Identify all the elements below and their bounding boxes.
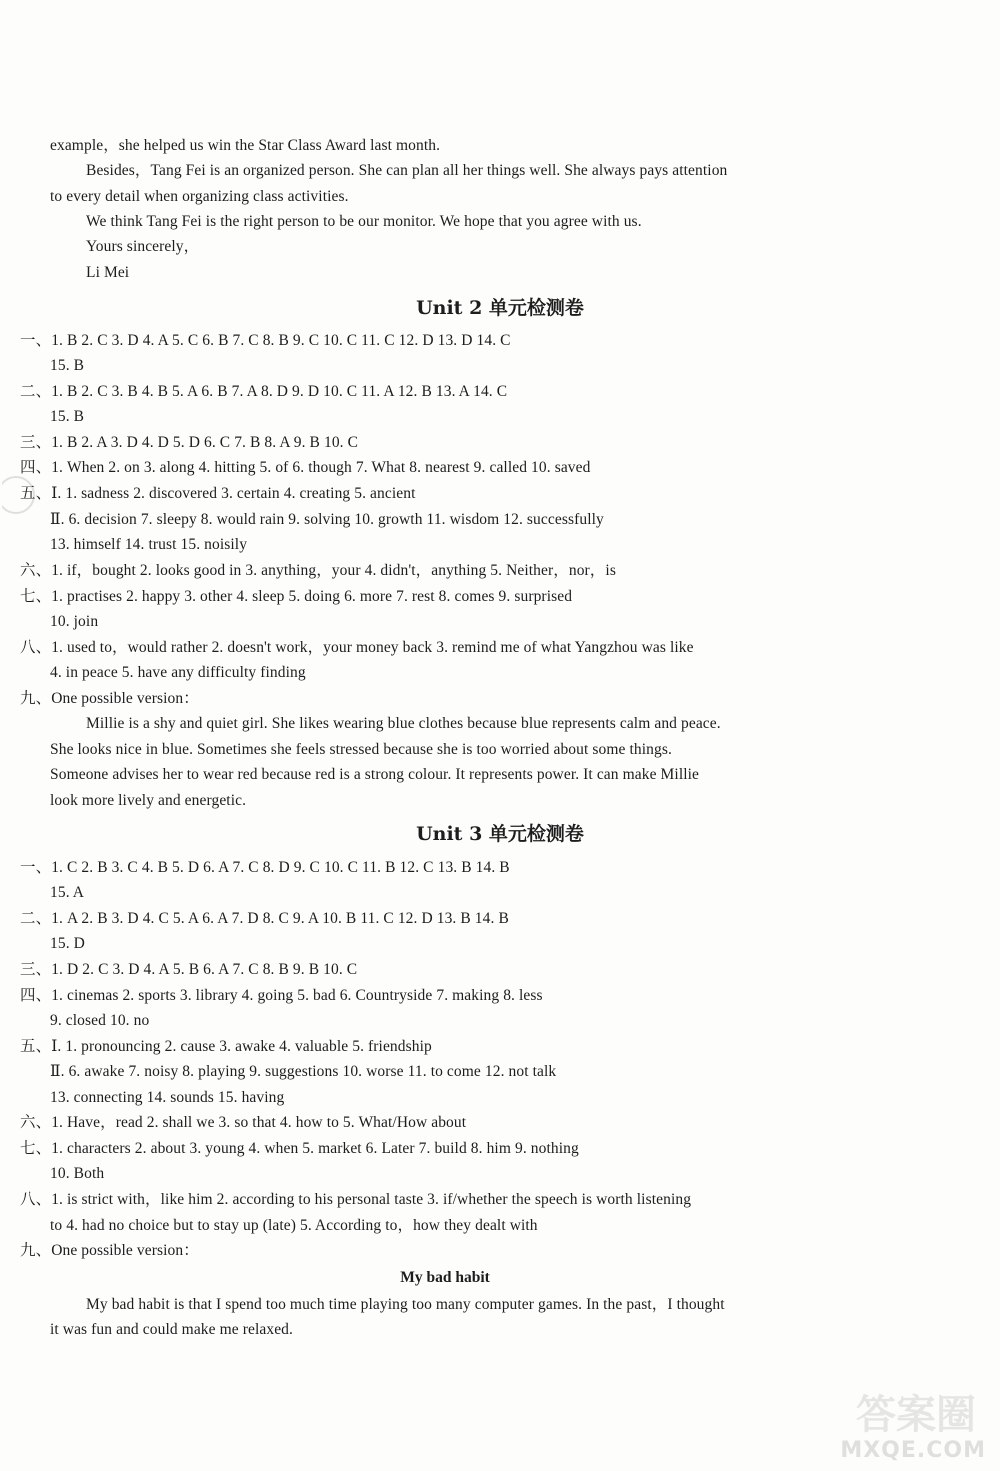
unit3-line: 三、1. D 2. C 3. D 4. A 5. B 6. A 7. C 8. B 9. B 10. C [20, 961, 358, 978]
letter-line-4: We think Tang Fei is the right person to be our monitor. We hope that you agree with us. [86, 213, 642, 230]
unit2-line: 15. B [50, 408, 85, 425]
unit2-line: 15. B [50, 357, 85, 374]
unit3-line: 八、1. is strict with，like him 2. according to his personal taste 3. if/whether the speech is worth listening [20, 1191, 692, 1208]
unit2-line: 七、1. practises 2. happy 3. other 4. sleep 5. doing 6. more 7. rest 8. comes 9. surprised [20, 588, 573, 605]
letter-line-3: to every detail when organizing class activities. [50, 188, 349, 205]
unit3-line: Ⅱ. 6. awake 7. noisy 8. playing 9. suggestions 10. worse 11. to come 12. not talk [50, 1063, 557, 1080]
unit2-line: 八、1. used to，would rather 2. doesn't work，your money back 3. remind me of what Yangzhou was like [20, 639, 694, 656]
unit3-essay-line: My bad habit is that I spend too much time playing too many computer games. In the past，I thought [86, 1296, 725, 1313]
unit2-line: 13. himself 14. trust 15. noisily [50, 536, 248, 553]
unit2-line: 二、1. B 2. C 3. B 4. B 5. A 6. B 7. A 8. D 9. D 10. C 11. A 12. B 13. A 14. C [20, 383, 508, 400]
unit2-essay-line: look more lively and energetic. [50, 792, 247, 809]
unit2-line: 四、1. When 2. on 3. along 4. hitting 5. of 6. though 7. What 8. nearest 9. called 10. saved [20, 459, 591, 476]
unit3-title: Unit 3 单元检测卷 [416, 823, 584, 845]
unit2-line: 九、One possible version： [20, 690, 199, 707]
unit2-line: 五、Ⅰ. 1. sadness 2. discovered 3. certain 4. creating 5. ancient [20, 485, 416, 502]
unit3-line: 九、One possible version： [20, 1242, 199, 1259]
unit3-line: 四、1. cinemas 2. sports 3. library 4. going 5. bad 6. Countryside 7. making 8. less [20, 987, 543, 1004]
unit3-line: 五、Ⅰ. 1. pronouncing 2. cause 3. awake 4. valuable 5. friendship [20, 1038, 432, 1055]
letter-closing: Yours sincerely， [86, 238, 200, 255]
letter-signature: Li Mei [86, 264, 130, 281]
site-watermark [786, 1383, 986, 1463]
unit2-essay-line: She looks nice in blue. Sometimes she feels stressed because she is too worried about some things. [50, 741, 672, 758]
watermark-url: MXQE.COM [840, 1438, 986, 1463]
unit2-line: 三、1. B 2. A 3. D 4. D 5. D 6. C 7. B 8. A 9. B 10. C [20, 434, 359, 451]
unit3-line: 15. D [50, 935, 85, 952]
unit3-essay-line: it was fun and could make me relaxed. [50, 1321, 294, 1338]
unit3-line: 七、1. characters 2. about 3. young 4. when 5. market 6. Later 7. build 8. him 9. nothing [20, 1140, 579, 1157]
unit2-essay-line: Someone advises her to wear red because red is a strong colour. It represents power. It can make Millie [50, 766, 700, 783]
letter-line-2: Besides，Tang Fei is an organized person. She can plan all her things well. She always pays attention [86, 162, 728, 179]
unit2-line: Ⅱ. 6. decision 7. sleepy 8. would rain 9. solving 10. growth 11. wisdom 12. successfully [50, 511, 604, 528]
unit3-line: 15. A [50, 884, 85, 901]
unit3-line: 10. Both [50, 1165, 105, 1182]
unit2-essay-line: Millie is a shy and quiet girl. She likes wearing blue clothes because blue represents calm and peace. [86, 715, 721, 732]
unit2-line: 10. join [50, 613, 99, 630]
unit3-line: to 4. had no choice but to stay up (late) 5. According to，how they dealt with [50, 1217, 538, 1234]
unit3-essay-title: My bad habit [400, 1269, 490, 1286]
letter-line-1: example，she helped us win the Star Class Award last month. [50, 137, 441, 154]
unit2-line: 一、1. B 2. C 3. D 4. A 5. C 6. B 7. C 8. B 9. C 10. C 11. C 12. D 13. D 14. C [20, 332, 511, 349]
stamp-mark [2, 470, 42, 520]
unit3-line: 13. connecting 14. sounds 15. having [50, 1089, 285, 1106]
unit2-line: 4. in peace 5. have any difficulty finding [50, 664, 306, 681]
unit3-line: 一、1. C 2. B 3. C 4. B 5. D 6. A 7. C 8. D 9. C 10. C 11. B 12. C 13. B 14. B [20, 859, 510, 876]
unit2-title: Unit 2 单元检测卷 [416, 297, 584, 319]
unit2-line: 六、1. if，bought 2. looks good in 3. anything，your 4. didn't，anything 5. Neither，nor，is [20, 562, 616, 579]
unit3-line: 9. closed 10. no [50, 1012, 150, 1029]
unit3-line: 六、1. Have，read 2. shall we 3. so that 4. how to 5. What/How about [20, 1114, 467, 1131]
unit3-line: 二、1. A 2. B 3. D 4. C 5. A 6. A 7. D 8. C 9. A 10. B 11. C 12. D 13. B 14. B [20, 910, 509, 927]
watermark-logo-text: 答案圈 [856, 1392, 976, 1438]
